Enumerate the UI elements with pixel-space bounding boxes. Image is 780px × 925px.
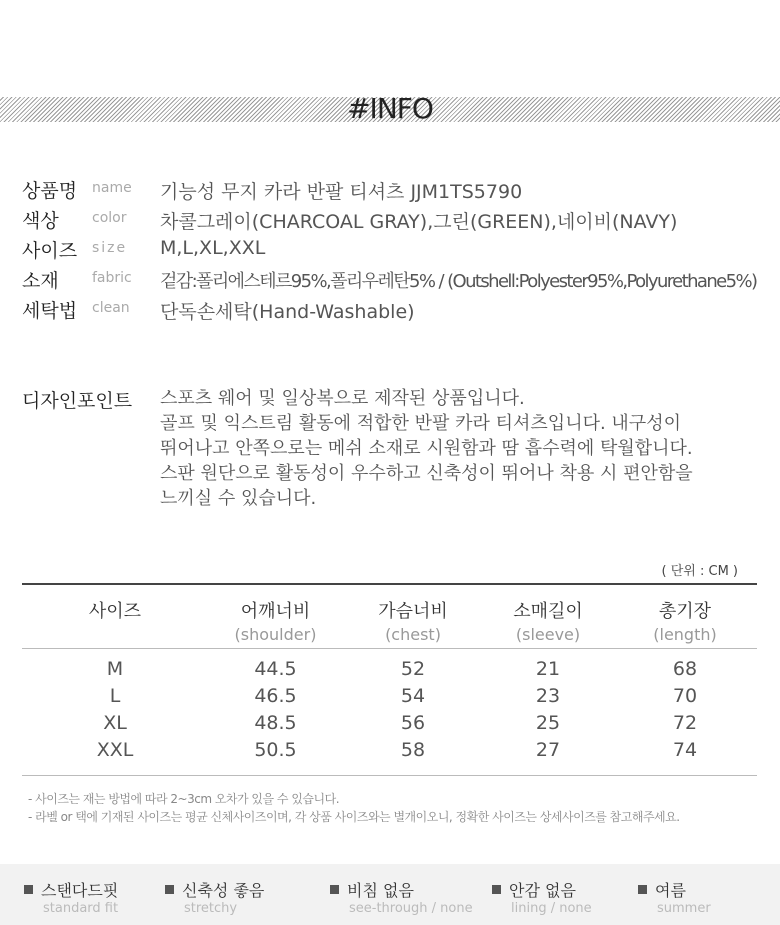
square-bullet-icon [638,885,647,894]
size-notes [28,790,680,826]
info-label-color: 색상 [22,210,59,232]
info-eng-fabric: fabric [92,270,132,286]
info-label-size: 사이즈 [22,240,78,262]
info-row-color [22,206,772,236]
section-title [0,92,780,126]
product-info [22,176,772,326]
feature-item: 비침 없음 see-through / none [330,878,473,916]
info-value-color: 차콜그레이(CHARCOAL GRAY),그린(GREEN),네이비(NAVY) [160,211,678,233]
info-label-fabric: 소재 [22,270,59,292]
table-row: M 44.5 52 21 68 [106,658,698,680]
table-row: XXL 50.5 58 27 74 [96,739,698,761]
feature-bar [0,864,780,925]
info-value-clean: 단독손세탁(Hand-Washable) [160,301,415,323]
info-eng-name: name [92,180,132,196]
info-row-fabric [22,266,772,296]
note-line: - 사이즈는 재는 방법에 따라 2~3cm 오차가 있을 수 있습니다. [28,792,340,806]
feature-item: 여름 summer [638,878,711,916]
design-point-line: 스포츠 웨어 및 일상복으로 제작된 상품입니다. [160,388,525,409]
square-bullet-icon [492,885,501,894]
info-label-name: 상품명 [22,180,78,202]
info-eng-size: size [92,240,128,256]
feature-item: 신축성 좋음 stretchy [165,878,264,916]
info-eng-color: color [92,210,127,226]
size-unit: ( 단위 : CM ) [661,564,738,579]
design-point-text [160,386,693,511]
square-bullet-icon [24,885,33,894]
header-shoulder: 어깨너비 (shoulder) [234,601,317,644]
table-row: L 46.5 54 23 70 [109,685,698,707]
info-label-clean: 세탁법 [22,300,78,322]
info-value-name: 기능성 무지 카라 반팔 티셔츠 JJM1TS5790 [160,181,523,203]
feature-item: 안감 없음 lining / none [492,878,592,916]
info-eng-clean: clean [92,300,130,316]
header-length: 총기장 (length) [653,601,717,644]
note-line: - 라벨 or 택에 기재된 사이즈는 평균 신체사이즈이며, 각 상품 사이즈와는 별개이오니, 정확한 사이즈는 상세사이즈를 참고해주세요. [28,810,680,824]
square-bullet-icon [165,885,174,894]
info-row-clean [22,296,772,326]
square-bullet-icon [330,885,339,894]
size-table [22,583,757,776]
header-sleeve: 소매길이 (sleeve) [513,601,583,644]
feature-item: 스탠다드핏 standard fit [24,878,118,916]
info-value-fabric: 겉감:폴리에스테르95%,폴리우레탄5% / (Outshell:Polyester95%,Polyurethane5%) [160,271,757,292]
table-body [22,649,757,775]
info-row-name [22,176,772,206]
info-value-size: M,L,XL,XXL [160,237,266,259]
info-row-size [22,236,772,266]
table-bottom-rule [22,775,757,776]
design-point-line: 느끼실 수 있습니다. [160,488,317,509]
section-title-text: #INFO [347,92,433,125]
table-header [22,585,757,648]
design-point-line: 골프 및 익스트림 활동에 적합한 반팔 카라 티셔츠입니다. 내구성이 [160,413,681,434]
design-point-label: 디자인포인트 [22,390,133,412]
design-point-line: 스판 원단으로 활동성이 우수하고 신축성이 뛰어나 착용 시 편안함을 [160,463,693,484]
table-row: XL 48.5 56 25 72 [103,712,698,734]
design-point-line: 뛰어나고 안쪽으로는 메쉬 소재로 시원함과 땀 흡수력에 탁월합니다. [160,438,693,459]
header-chest: 가슴너비 (chest) [378,601,448,644]
header-size: 사이즈 [88,601,142,622]
